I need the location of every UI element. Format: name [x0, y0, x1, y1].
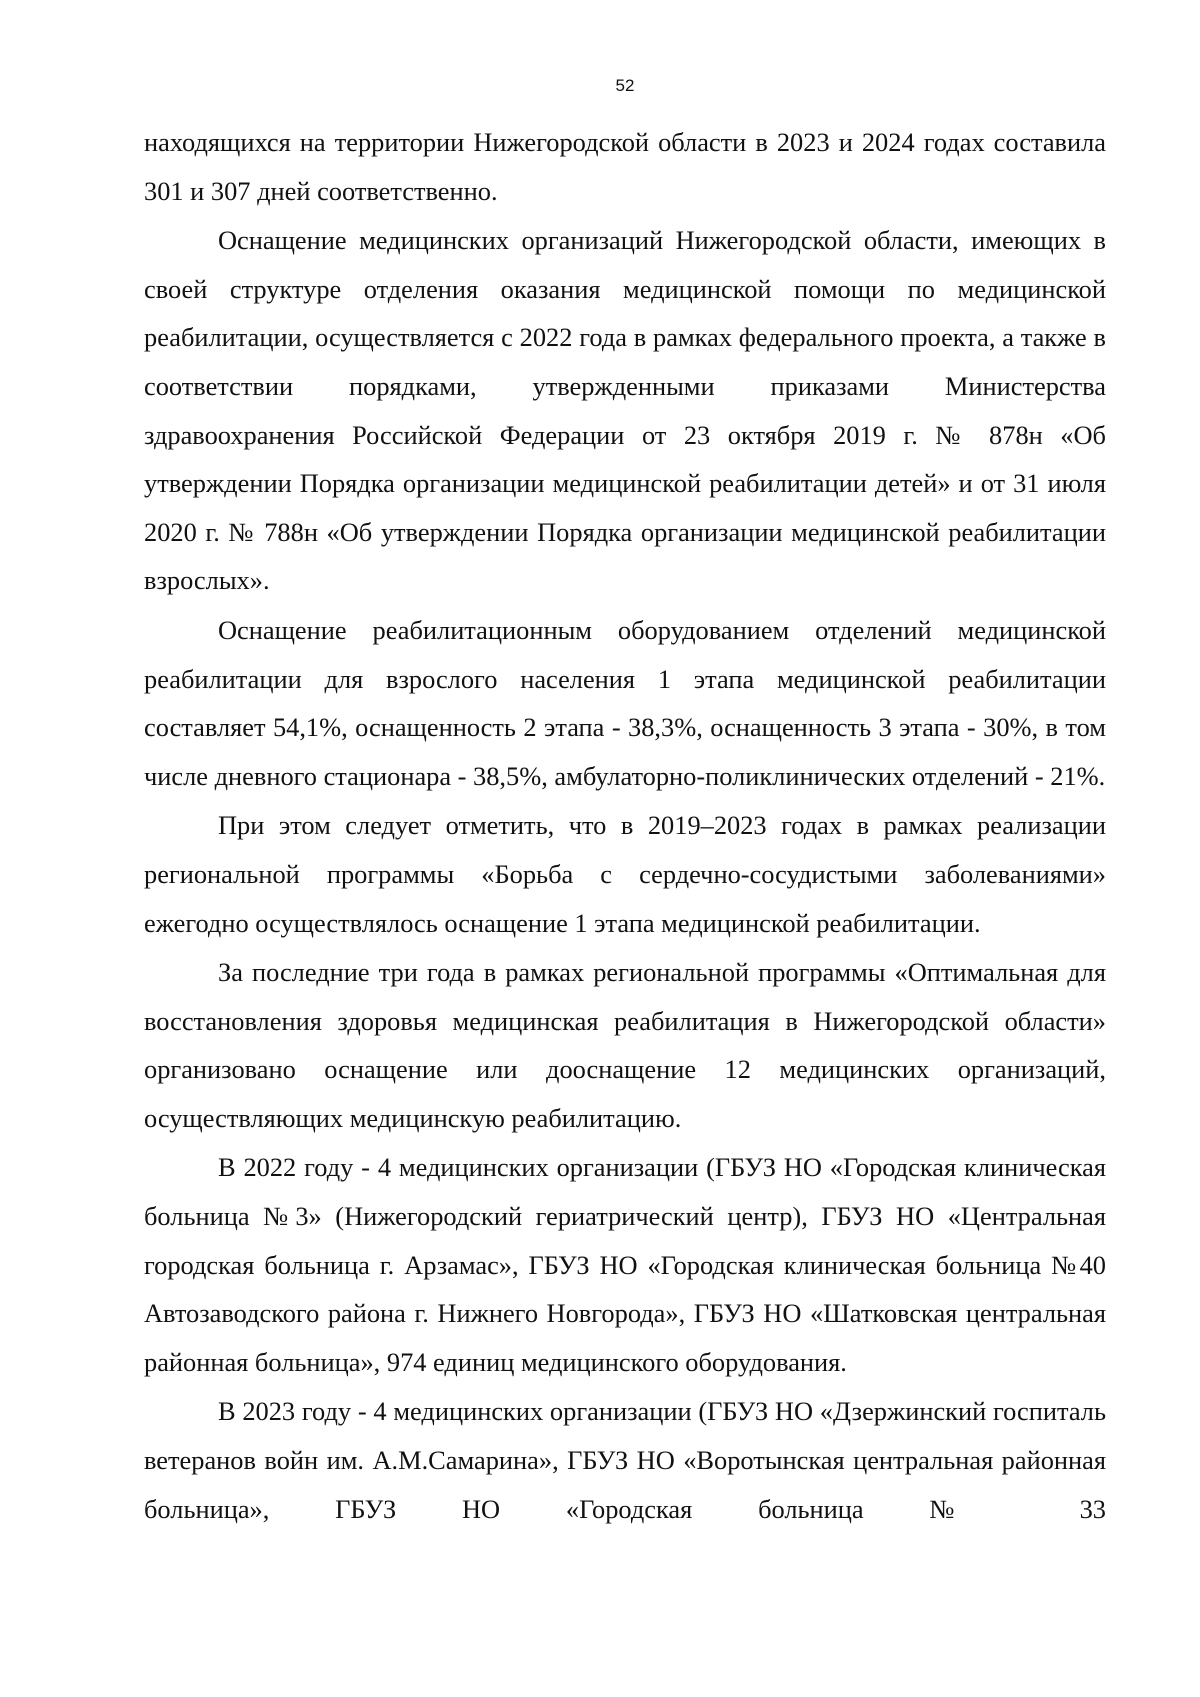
- paragraph-4: При этом следует отметить, что в 2019–2023 годах в рамках реализации региональной программы «Борьба с сердечно-сосудистыми заболеваниями» ежегодно осуществлялось оснащение 1 этапа медицинской реабилитации.: [144, 810, 1106, 938]
- paragraph-7: В 2023 году - 4 медицинских организации (ГБУЗ НО «Дзержинский госпиталь ветеранов войн им. А.М.Самарина», ГБУЗ НО «Воротынская центральная районная больница», ГБУЗ НО «Городская больница № 33: [144, 1396, 1106, 1524]
- paragraph-1: находящихся на территории Нижегородской области в 2023 и 2024 годах составила 301 и 307 дней соответственно.: [144, 127, 1106, 206]
- paragraph-2: Оснащение медицинских организаций Нижегородской области, имеющих в своей структуре отделения оказания медицинской помощи по медицинской реабилитации, осуществляется с 2022 года в рамках федерального проекта, а также в соответствии порядками, утвержденными приказами Министерства здравоохранения Российской Федерации от 23 октября 2019 г. № 878н «Об утверждении Порядка организации медицинской реабилитации детей» и от 31 июля 2020 г. № 788н «Об утверждении Порядка организации медицинской реабилитации взрослых».: [144, 225, 1106, 596]
- paragraph-6: В 2022 году - 4 медицинских организации (ГБУЗ НО «Городская клиническая больница №3» (Нижегородский гериатрический центр), ГБУЗ НО «Центральная городская больница г. Арзамас», ГБУЗ НО «Городская клиническая больница №40 Автозаводского района г. Нижнего Новгорода», ГБУЗ НО «Шатковская центральная районная больница», 974 единиц медицинского оборудования.: [144, 1152, 1106, 1377]
- page-number: 52: [615, 76, 635, 95]
- paragraph-5: За последние три года в рамках региональной программы «Оптимальная для восстановления здоровья медицинская реабилитация в Нижегородской области» организовано оснащение или дооснащение 12 медицинских организаций, осуществляющих медицинскую реабилитацию.: [144, 957, 1106, 1133]
- document-body: [144, 118, 1106, 1533]
- paragraph-3: Оснащение реабилитационным оборудованием отделений медицинской реабилитации для взрослого населения 1 этапа медицинской реабилитации составляет 54,1%, оснащенность 2 этапа - 38,3%, оснащенность 3 этапа - 30%, в том числе дневного стационара - 38,5%, амбулаторно-поликлинических отделений - 21%.: [144, 614, 1106, 791]
